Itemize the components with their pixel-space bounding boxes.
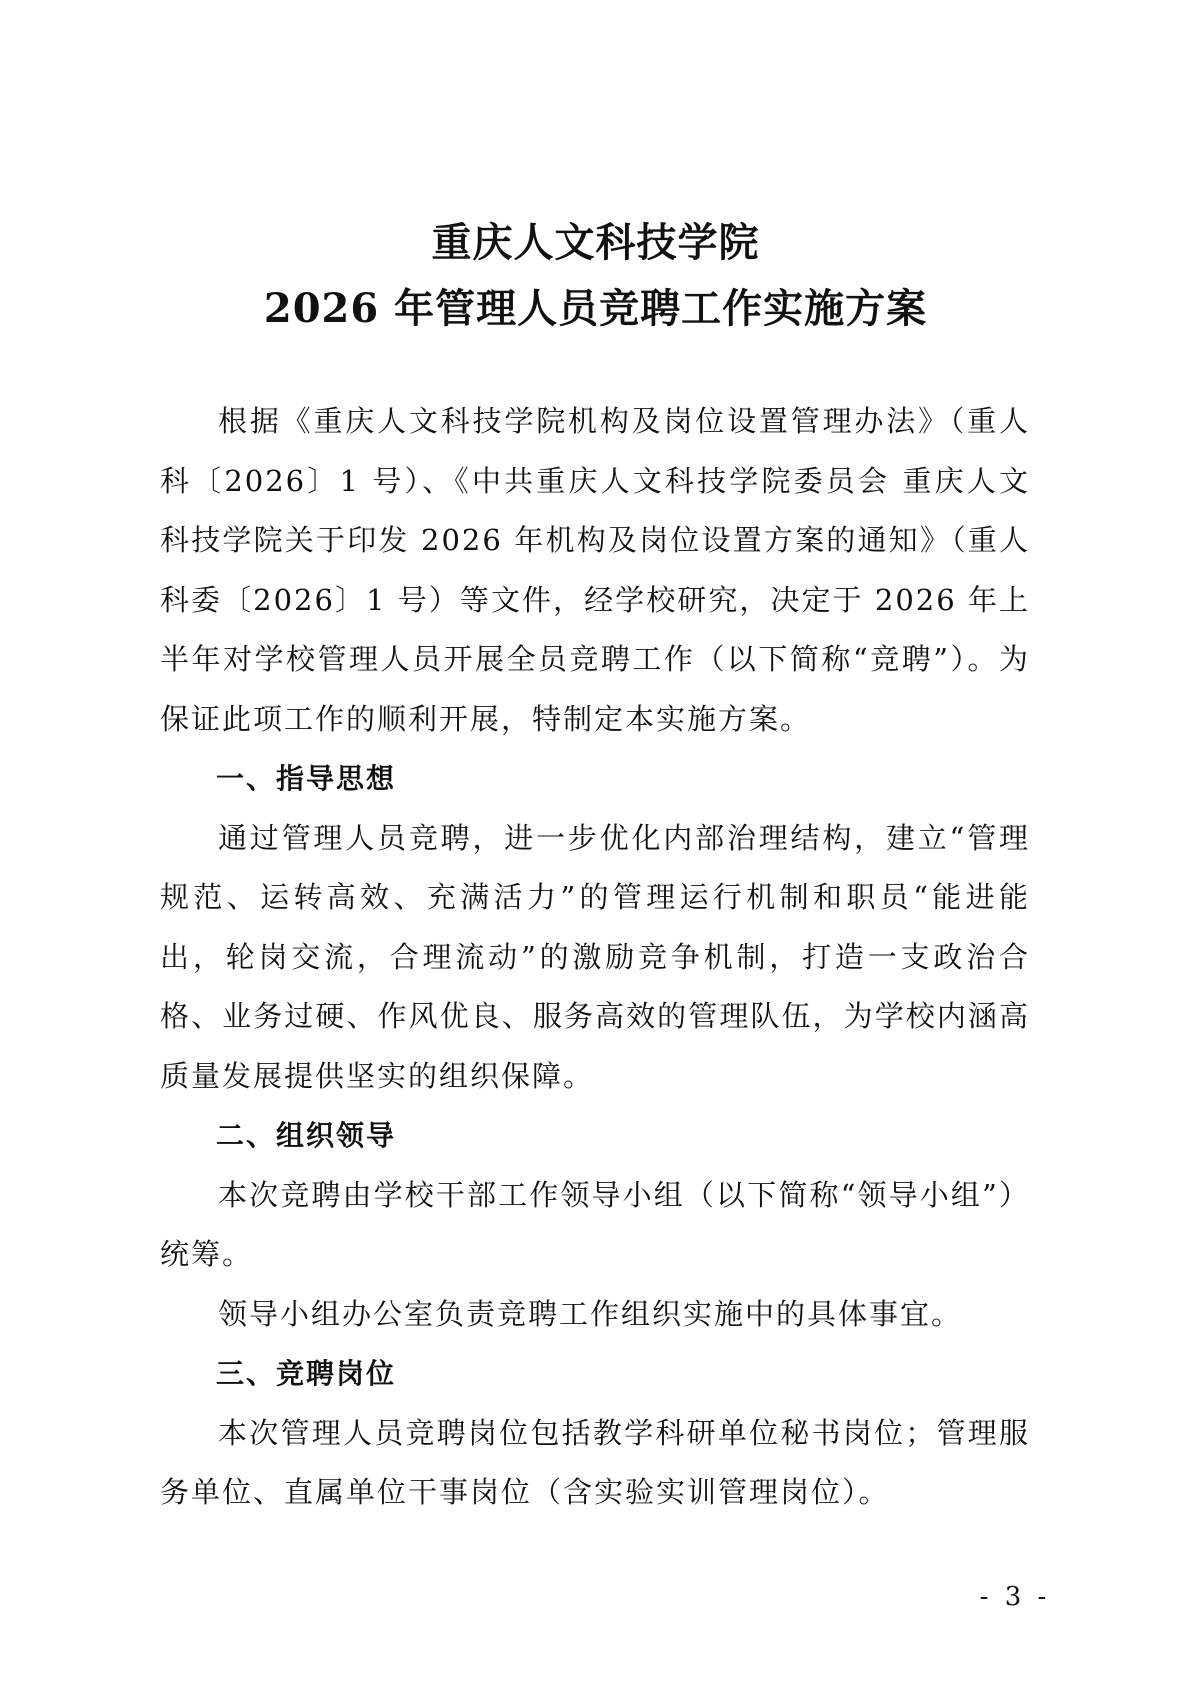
title-line-1: 重庆人文科技学院 xyxy=(431,219,760,266)
section-2-paragraph-1: 本次竞聘由学校干部工作领导小组（以下简称“领导小组”）统筹。 xyxy=(160,1177,1030,1271)
document-title xyxy=(0,210,1191,342)
section-3-paragraph: 本次管理人员竞聘岗位包括教学科研单位秘书岗位；管理服务单位、直属单位干事岗位（含实验实训管理岗位）。 xyxy=(160,1415,1030,1509)
intro-paragraph: 根据《重庆人文科技学院机构及岗位设置管理办法》（重人科〔2026〕1 号）、《中共重庆人文科技学院委员会 重庆人文科技学院关于印发 2026 年机构及岗位设置方案的通知》（重人科委〔2026〕1 号）等文件，经学校研究，决定于 2026 年上半年对学校管理人员开展全员竞聘工作（以下简称“竞聘”）。为保证此项工作的顺利开展，特制定本实施方案。 xyxy=(160,404,1030,736)
section-heading-2: 二、组织领导 xyxy=(216,1119,397,1152)
section-heading-3: 三、竞聘岗位 xyxy=(216,1357,397,1390)
section-2-paragraph-2: 领导小组办公室负责竞聘工作组织实施中的具体事宜。 xyxy=(218,1296,963,1331)
document-body xyxy=(160,392,1030,1523)
section-heading-1: 一、指导思想 xyxy=(216,762,397,795)
title-line-2: 2026 年管理人员竞聘工作实施方案 xyxy=(263,285,928,332)
page-number: - 3 - xyxy=(979,1582,1051,1612)
section-1-paragraph: 通过管理人员竞聘，进一步优化内部治理结构，建立“管理规范、运转高效、充满活力”的管理运行机制和职员“能进能出，轮岗交流，合理流动”的激励竞争机制，打造一支政治合格、业务过硬、作风优良、服务高效的管理队伍，为学校内涵高质量发展提供坚实的组织保障。 xyxy=(160,820,1030,1093)
